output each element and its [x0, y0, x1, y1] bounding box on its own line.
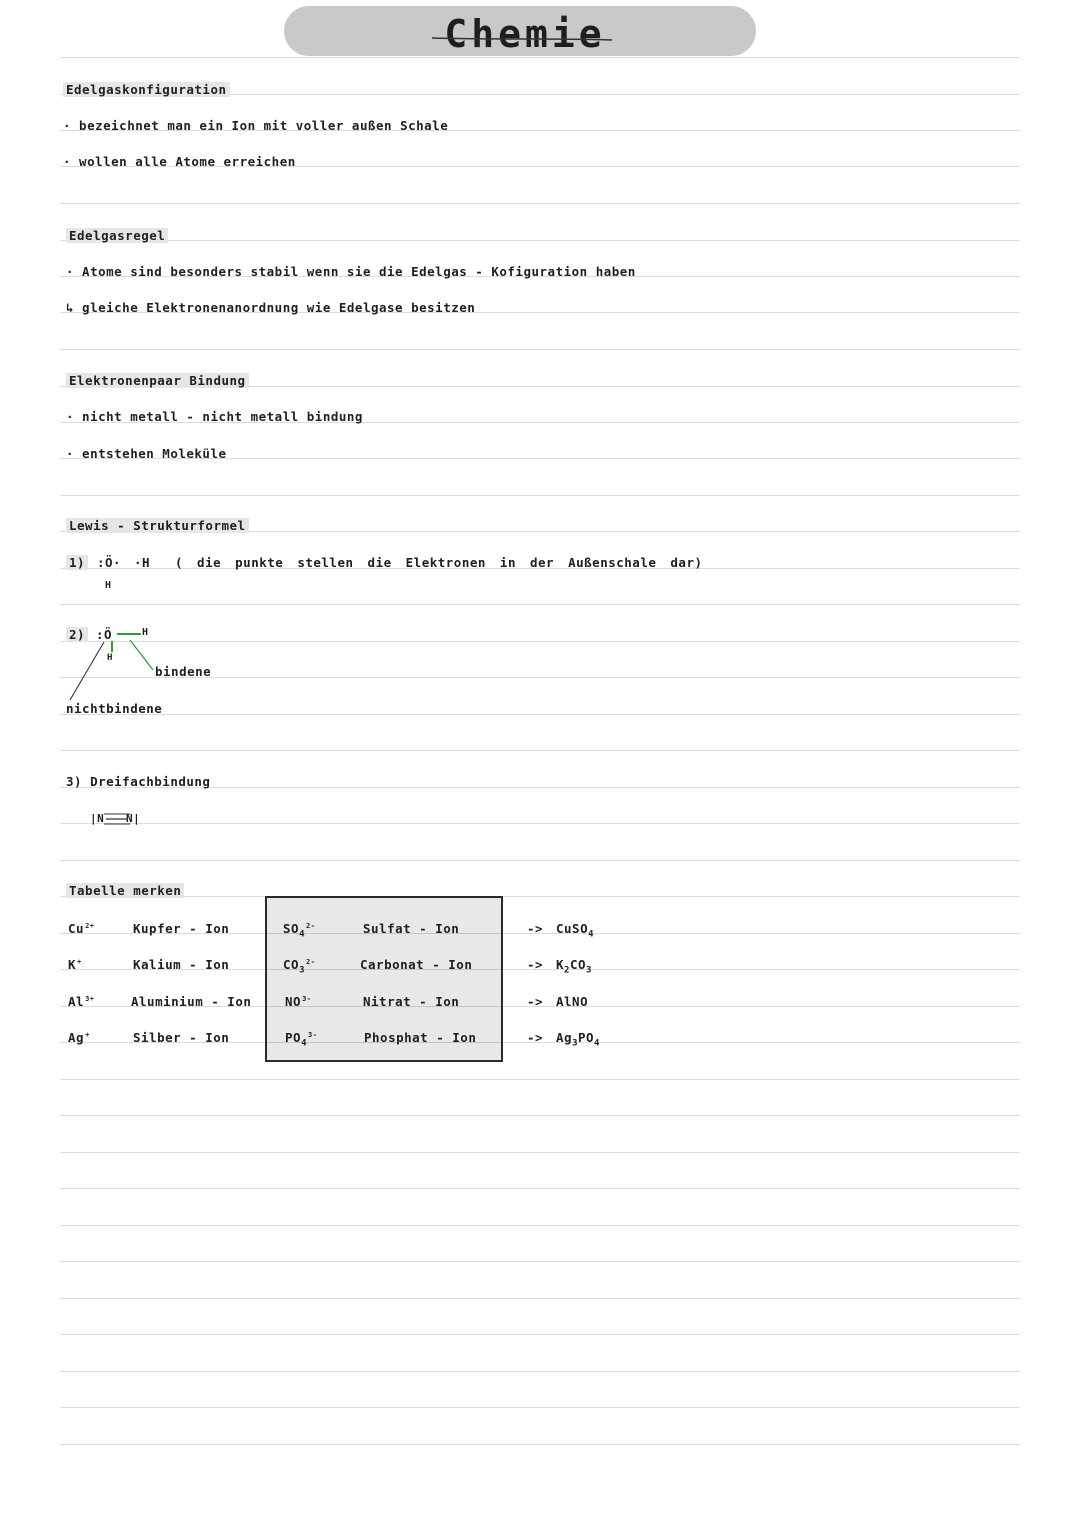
lewis-item1-hydrogen-below: H — [105, 580, 112, 591]
lewis-item3-n-left: |N — [90, 812, 105, 825]
lewis-item2-hydrogen: H — [142, 627, 149, 638]
triple-bond-lines — [0, 0, 200, 840]
rule-line — [60, 1261, 1020, 1262]
arrow-icon: -> — [527, 957, 544, 972]
result-formula: $K_2CO_3$ — [556, 957, 592, 976]
lewis-item1-hydrogen: ·H — [134, 555, 151, 570]
rule-line — [60, 1444, 1020, 1445]
text-line: · bezeichnet man ein Ion mit voller außen Schale — [63, 118, 449, 133]
rule-line — [60, 1371, 1020, 1372]
cation-symbol: K+ — [68, 957, 82, 972]
cation-name: Silber - Ion — [133, 1030, 230, 1045]
arrow-icon: -> — [527, 921, 544, 936]
anion-name: Phosphat - Ion — [364, 1030, 477, 1045]
heading-tabelle: Tabelle merken — [66, 883, 184, 898]
arrow-icon: -> — [527, 994, 544, 1009]
lewis-item1-oxygen: :Ö· — [97, 555, 122, 570]
heading-edelgaskonfiguration: Edelgaskonfiguration — [63, 82, 230, 97]
anion-name: Carbonat - Ion — [360, 957, 473, 972]
rule-line — [60, 1188, 1020, 1189]
page-title: Chemie — [444, 12, 606, 56]
heading-lewis: Lewis - Strukturformel — [66, 518, 249, 533]
lewis-item2-oxygen: :Ö — [96, 627, 113, 642]
rule-line — [60, 1334, 1020, 1335]
rule-line — [60, 1298, 1020, 1299]
cation-name: Kalium - Ion — [133, 957, 230, 972]
anion-symbol: $PO_4^{3-}$ — [285, 1030, 318, 1049]
text-line: ↳ gleiche Elektronenanordnung wie Edelgase besitzen — [66, 300, 476, 315]
arrow-icon: -> — [527, 1030, 544, 1045]
rule-line — [60, 1152, 1020, 1153]
cation-symbol: Ag+ — [68, 1030, 90, 1045]
text-line: · Atome sind besonders stabil wenn sie die Edelgas - Kofiguration haben — [66, 264, 636, 279]
anion-symbol: $CO_3^{2-}$ — [283, 957, 316, 976]
text-line: · entstehen Moleküle — [66, 446, 227, 461]
text-line: · nicht metall - nicht metall bindung — [66, 409, 363, 424]
cation-symbol: $Cu^{2+}$ — [68, 921, 95, 936]
cation-name: Kupfer - Ion — [133, 921, 230, 936]
anion-name: Sulfat - Ion — [363, 921, 460, 936]
heading-edelgasregel: Edelgasregel — [66, 228, 168, 243]
lewis-item2-number: 2) — [66, 627, 88, 642]
result-formula: $Ag_3PO_4$ — [556, 1030, 600, 1049]
rule-line — [60, 1225, 1020, 1226]
result-formula: AlNO — [556, 994, 589, 1009]
rule-line — [60, 1115, 1020, 1116]
lewis-item3-heading: 3) Dreifachbindung — [66, 774, 211, 789]
anion-symbol: $SO_4^{2-}$ — [283, 921, 316, 940]
rule-line — [60, 1079, 1020, 1080]
rule-line — [60, 896, 1020, 897]
text-line: · wollen alle Atome erreichen — [63, 154, 296, 169]
cation-name: Aluminium - Ion — [131, 994, 252, 1009]
cation-symbol: $Al^{3+}$ — [68, 994, 95, 1009]
label-binding-pair: bindene — [155, 664, 212, 679]
rule-line — [60, 750, 1020, 751]
rule-line — [60, 1407, 1020, 1408]
anion-symbol: $NO^{3-}$ — [285, 994, 312, 1009]
lewis-item3-n-right: N| — [126, 812, 141, 825]
result-formula: CuSO$_4$ — [556, 921, 595, 940]
lewis-item1-number: 1) — [66, 555, 88, 570]
lewis-item2-hydrogen-below: H — [107, 653, 113, 663]
label-nonbinding-pair: nichtbindene — [66, 701, 163, 716]
lewis-item1-note: ( die punkte stellen die Elektronen in der Außenschale dar) — [175, 555, 703, 570]
rule-line — [60, 860, 1020, 861]
rule-line — [60, 823, 1020, 824]
heading-elektronenpaar: Elektronenpaar Bindung — [66, 373, 249, 388]
anion-name: Nitrat - Ion — [363, 994, 460, 1009]
